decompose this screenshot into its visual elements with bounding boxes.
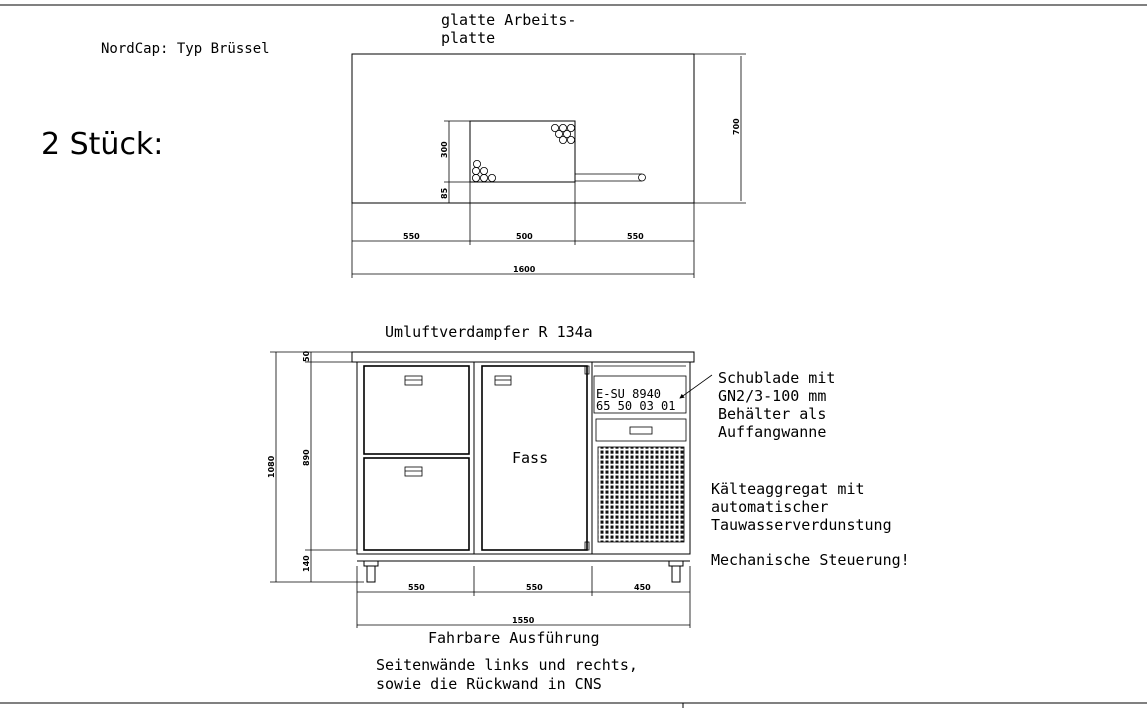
dim-base: 140 (302, 555, 311, 572)
dim-right: 550 (627, 232, 644, 241)
drawer-lower (364, 458, 469, 550)
material-line1: Seitenwände links und rechts, (376, 656, 638, 674)
dim-total-height: 1080 (267, 455, 276, 478)
unit-note-line3: Tauwasserverdunstung (711, 516, 892, 534)
mobile-label: Fahrbare Ausführung (428, 629, 600, 647)
drawer-note-line4: Auffangwanne (718, 423, 827, 441)
dim-top: 50 (302, 350, 311, 362)
drawer-note-line2: GN2/3-100 mm (718, 387, 827, 405)
drawer-lower-handle (405, 467, 422, 476)
dim-offset: 85 (440, 187, 449, 199)
right-drawer (596, 419, 686, 441)
drawer-note-line3: Behälter als (718, 405, 827, 423)
evaporator-label: Umluftverdampfer R 134a (385, 323, 593, 341)
ventilation-grill (598, 447, 684, 542)
top-plate (352, 352, 694, 362)
dim-height-inner: 300 (440, 141, 449, 158)
drawer-upper-handle (405, 376, 422, 385)
door-handle (495, 376, 511, 385)
dim-depth: 700 (732, 118, 741, 135)
dim-total: 1600 (513, 265, 536, 274)
foot-right (669, 561, 683, 582)
dim-middle: 500 (516, 232, 533, 241)
drain-pipe (575, 174, 646, 181)
drawer-upper (364, 366, 469, 454)
right-drawer-handle (630, 427, 652, 434)
worktop-label-line2: platte (441, 29, 496, 47)
dim-section-left: 550 (408, 583, 425, 592)
control-note: Mechanische Steuerung! (711, 551, 910, 569)
dim-body: 890 (302, 449, 311, 466)
top-view (352, 11, 746, 278)
worktop-label-line1: glatte Arbeits- (441, 11, 577, 29)
tap-cluster-right (551, 124, 574, 143)
quantity-label: 2 Stück: (41, 127, 164, 162)
drawer-note-leader (680, 375, 712, 398)
drawer-note (718, 369, 835, 441)
code-line1: E-SU 8940 (596, 387, 662, 401)
model-title: NordCap: Typ Brüssel (101, 41, 270, 57)
dim-section-right: 450 (634, 583, 651, 592)
material-line2: sowie die Rückwand in CNS (376, 675, 602, 693)
foot-left (364, 561, 378, 582)
code-line2: 65 50 03 01 (596, 399, 676, 413)
door-label: Fass (512, 449, 549, 467)
dim-total-width: 1550 (512, 616, 535, 625)
dim-section-middle: 550 (526, 583, 543, 592)
unit-note (711, 480, 892, 534)
unit-note-line1: Kälteaggregat mit (711, 480, 865, 498)
tap-cluster-left (472, 160, 495, 181)
dim-left: 550 (403, 232, 420, 241)
unit-note-line2: automatischer (711, 498, 829, 516)
drawer-note-line1: Schublade mit (718, 369, 836, 387)
front-view (267, 323, 910, 628)
